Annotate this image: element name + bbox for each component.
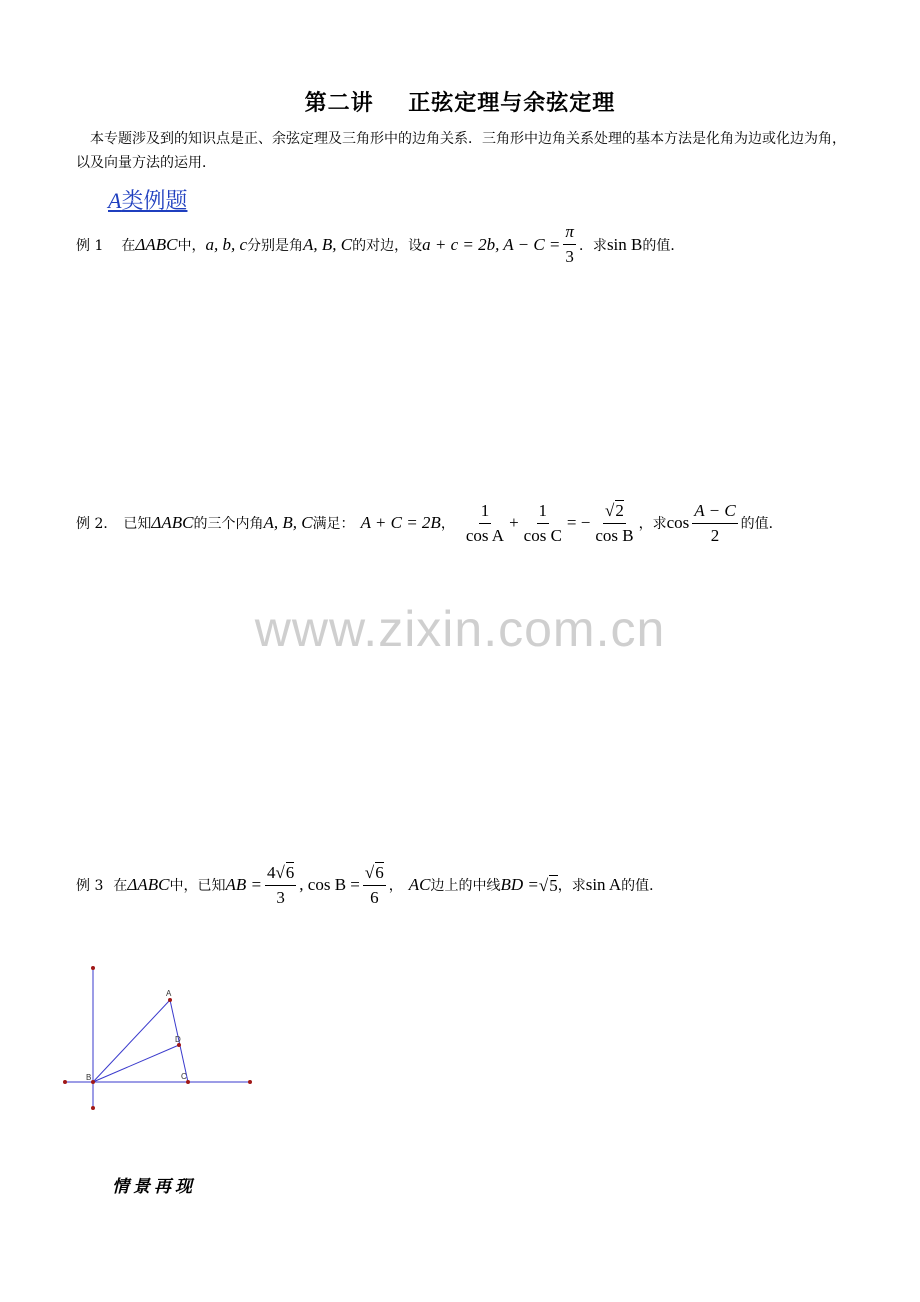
- ex3-f2-root: 6: [375, 863, 384, 882]
- ex1-text: 的值．: [642, 237, 685, 254]
- ex1-text: 的对边，设: [352, 237, 423, 254]
- ex1-text: 中，: [177, 237, 206, 254]
- label-d: D: [175, 1035, 181, 1044]
- ex2-cos: cos: [666, 513, 690, 532]
- ex1-fraction: [563, 222, 576, 267]
- intro-paragraph: 本专题涉及到的知识点是正、余弦定理及三角形中的边角关系．三角形中边角关系处理的基本方法是化角为边或化边为角，以及向量方法的运用．: [76, 131, 846, 171]
- ex3-text: 边上的中线: [430, 878, 501, 894]
- ex3-ac: AC: [408, 875, 431, 894]
- ex2-plus: +: [509, 513, 519, 532]
- ex2-f1-den: cos A: [465, 525, 505, 545]
- ex2-f4-den: 2: [710, 525, 720, 545]
- point-b: [91, 1080, 95, 1084]
- label-c: C: [181, 1072, 187, 1081]
- ex2-f3-den: cos B: [595, 526, 634, 545]
- ex3-fraction-2: [363, 862, 386, 908]
- ex2-text: 满足：: [312, 516, 355, 532]
- ex3-fraction-1: [265, 862, 296, 908]
- ex3-cosb: , cos B =: [299, 875, 360, 894]
- example-2: [76, 500, 783, 546]
- ex2-f3-root: 2: [615, 501, 624, 520]
- ex1-angles: A, B, C: [303, 234, 353, 254]
- ex3-bd-root: 5: [549, 875, 558, 895]
- ex3-text: 的值．: [621, 878, 664, 894]
- segment-ba: [93, 1000, 170, 1082]
- label-b: B: [86, 1073, 92, 1082]
- ex1-text: 分别是角: [247, 237, 303, 254]
- ex1-frac-num: π: [563, 222, 576, 245]
- ex2-condition: A + C = 2B: [360, 513, 441, 532]
- section-heading: [108, 184, 187, 215]
- point: [63, 1080, 67, 1084]
- ex2-fraction-1: [464, 501, 506, 546]
- ex3-text: ，求: [557, 878, 586, 894]
- ex1-vars: a, b, c: [205, 234, 247, 254]
- example-2-label: 例 2．: [76, 516, 118, 532]
- point-a: [168, 998, 172, 1002]
- ex3-f1-coef: 4: [266, 863, 276, 882]
- ex2-text: 的三个内角: [193, 516, 264, 532]
- ex2-fraction-3: [593, 500, 635, 546]
- label-a: A: [166, 989, 172, 998]
- ex2-f4-num: A − C: [692, 501, 737, 524]
- triangle-figure: [55, 958, 265, 1118]
- ex2-fraction-4: [692, 501, 737, 546]
- ex1-condition: a + c = 2b, A − C =: [422, 234, 561, 254]
- ex3-text: 中，已知: [169, 878, 226, 894]
- section-label: 类例题: [121, 189, 188, 214]
- ex1-text: 在: [121, 237, 136, 254]
- ex2-angles: A, B, C: [263, 513, 313, 532]
- ex2-text: ，求: [638, 516, 667, 532]
- ex1-target: sin B: [606, 234, 643, 254]
- ex1-frac-den: 3: [565, 247, 574, 266]
- ex3-bd: BD =: [500, 875, 539, 894]
- ex2-f2-num: 1: [537, 501, 550, 524]
- point: [91, 1106, 95, 1110]
- example-1: [76, 222, 684, 267]
- ex2-text: 的值．: [740, 516, 783, 532]
- ex2-fraction-2: [522, 501, 564, 546]
- ex3-bd-value: √5: [538, 875, 558, 895]
- segment-bd: [93, 1045, 179, 1082]
- point: [248, 1080, 252, 1084]
- ex3-text: ，: [388, 878, 403, 894]
- ex2-text: ，: [440, 516, 455, 532]
- ex2-f3-num: √2: [603, 500, 626, 524]
- example-3: [76, 862, 663, 908]
- watermark: www.zixin.com.cn: [254, 601, 666, 657]
- example-3-label: 例 3: [76, 878, 104, 894]
- ex2-equals: = −: [566, 513, 591, 532]
- point: [91, 966, 95, 970]
- ex3-target: sin A: [585, 875, 622, 894]
- ex2-text: 已知: [123, 516, 152, 532]
- section-var: A: [108, 188, 122, 213]
- ex3-text: 在: [113, 878, 128, 894]
- ex1-triangle: ΔABC: [135, 234, 178, 254]
- ex2-f1-num: 1: [479, 501, 492, 524]
- ex3-f2-den: 6: [370, 888, 379, 907]
- page-title: 第二讲 正弦定理与余弦定理: [304, 91, 616, 116]
- ex3-f2-num: √6: [363, 862, 386, 886]
- scene-heading: 情景再现: [112, 1177, 196, 1197]
- ex2-f2-den: cos C: [523, 525, 562, 545]
- ex1-text: ．求: [578, 237, 607, 254]
- ex3-ab: AB =: [225, 875, 262, 894]
- ex3-f1-root: 6: [285, 863, 295, 882]
- ex2-triangle: ΔABC: [151, 513, 194, 532]
- ex3-f1-den: 3: [276, 888, 285, 907]
- ex3-f1-num: 4√6: [265, 862, 296, 886]
- example-1-label: 例 1: [76, 237, 104, 254]
- ex3-triangle: ΔABC: [127, 875, 170, 894]
